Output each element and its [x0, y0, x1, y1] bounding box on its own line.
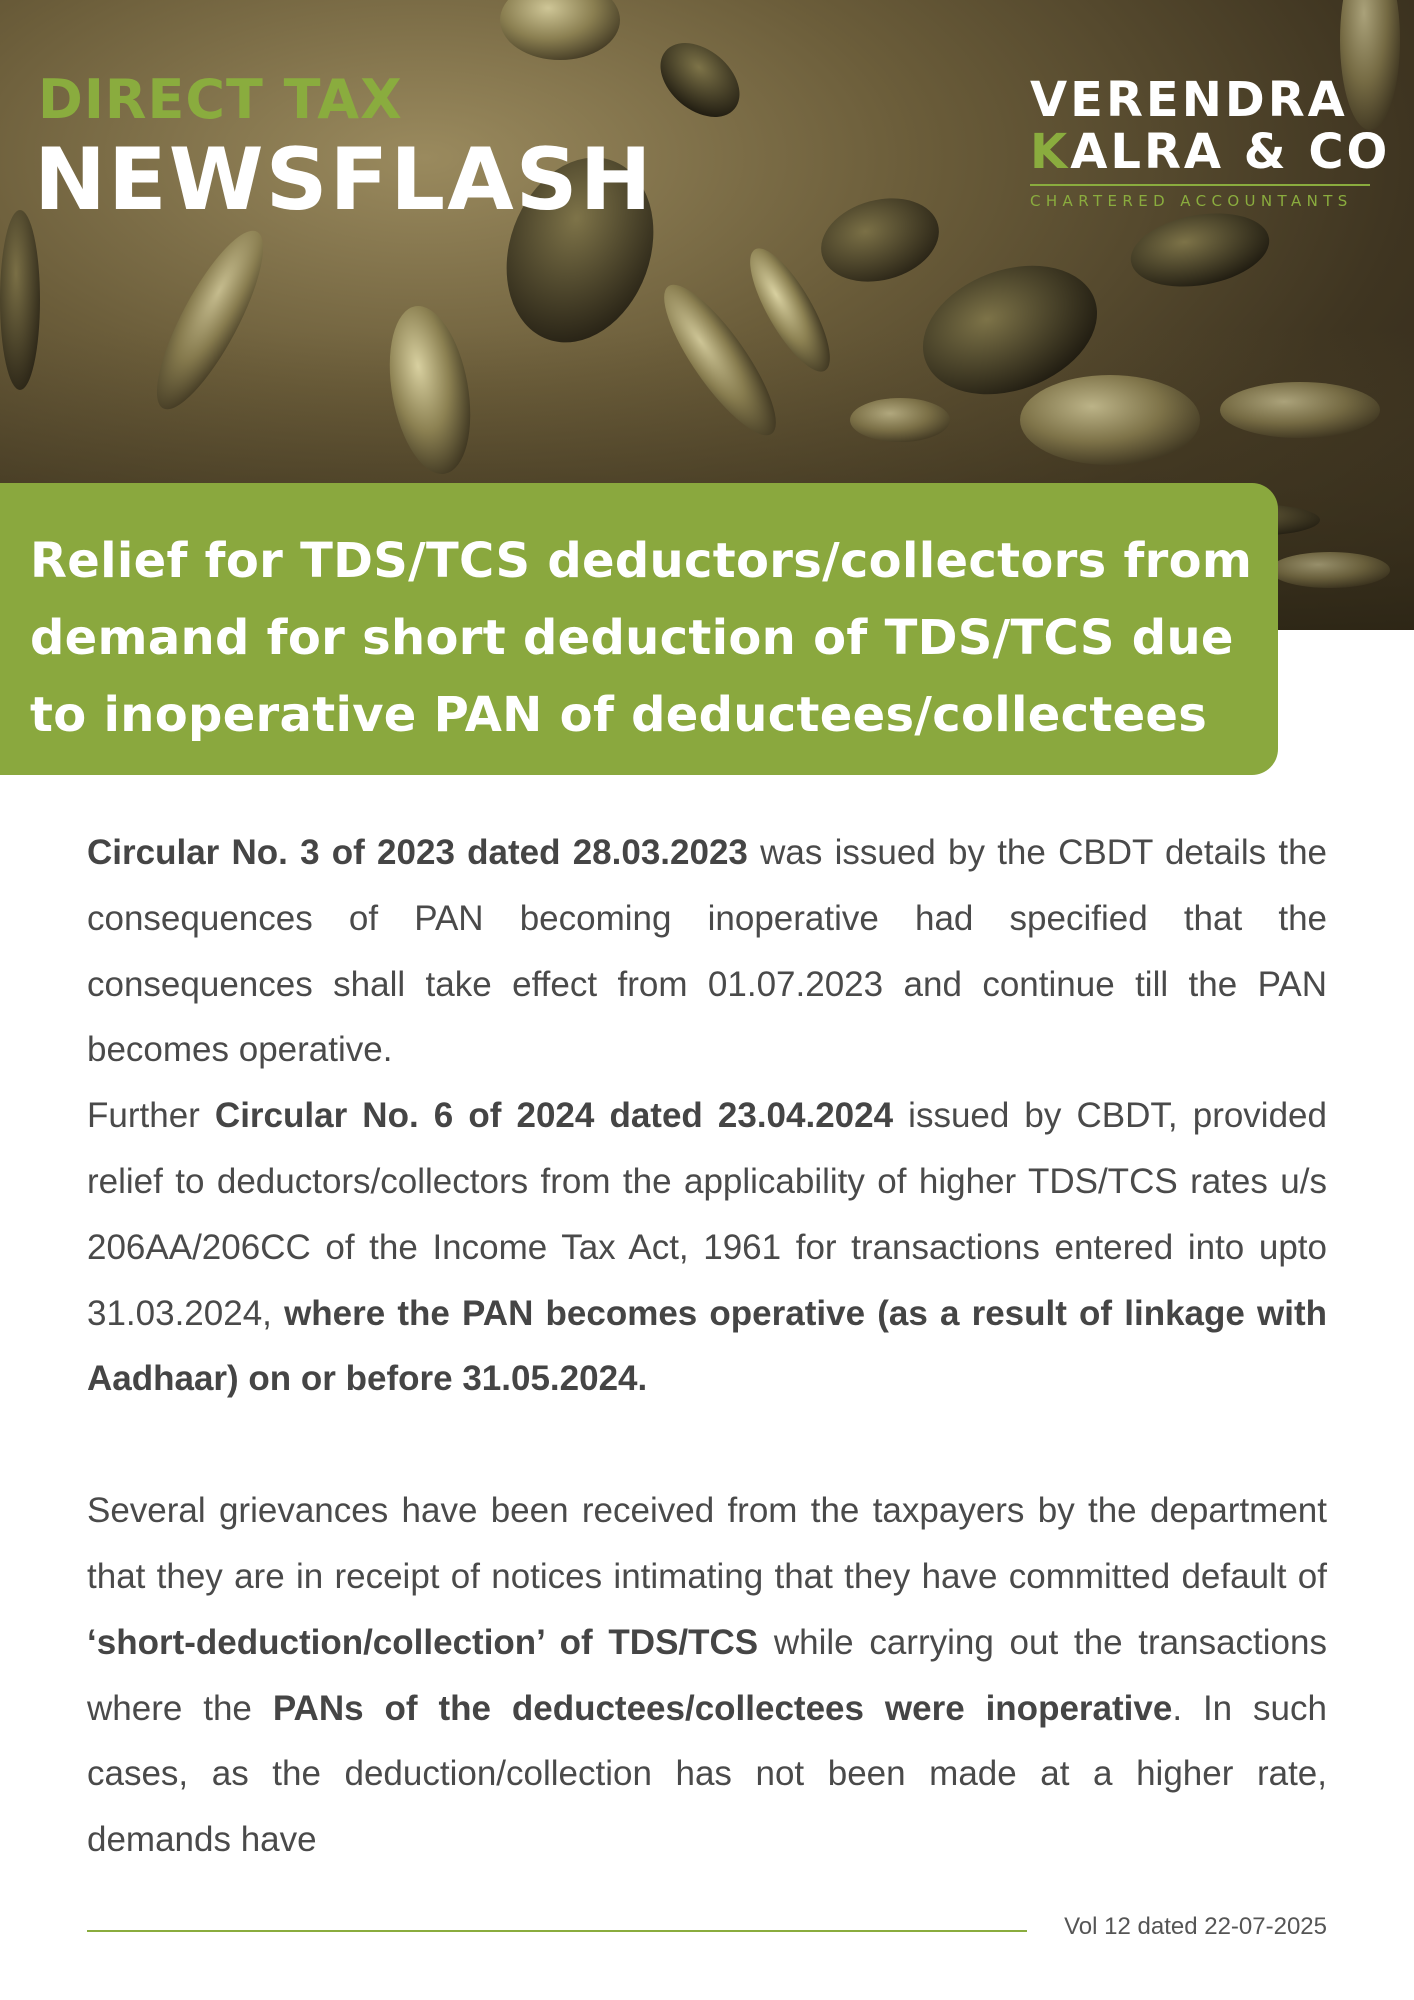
newsletter-title: NEWSFLASH — [34, 130, 654, 230]
article-body — [87, 820, 1327, 1873]
logo-line-2-rest: ALRA & CO — [1070, 124, 1391, 180]
paragraph-spacer — [87, 1412, 1327, 1478]
paragraph-1-bold-1: Circular No. 3 of 2023 dated 28.03.2023 — [87, 833, 748, 872]
paragraph-3 — [87, 1478, 1327, 1873]
paragraph-3-text-1: Several grievances have been received from the taxpayers by the department that they are in receipt of notices intimating that they have committed default of — [87, 1491, 1327, 1596]
paragraph-1-text-1: was issued by the CBDT details the consequences of PAN becoming inoperative had specified that the consequences shall take effect from 01.07.2023 and continue till the PAN becomes operative. — [87, 833, 1327, 1070]
newsletter-eyebrow: DIRECT TAX — [38, 68, 403, 131]
paragraph-3-bold-1: ‘short-deduction/collection’ of TDS/TCS — [87, 1622, 759, 1662]
headline-box — [0, 483, 1278, 775]
logo-tagline: CHARTERED ACCOUNTANTS — [1030, 192, 1353, 210]
logo-line-1: VERENDRA — [1030, 72, 1348, 128]
paragraph-3-bold-2: PANs of the deductees/collectees were inoperative — [272, 1688, 1173, 1728]
paragraph-3-text-3: . In such cases, as the deduction/collection has not been made at a higher rate, demands have — [87, 1688, 1327, 1860]
paragraph-2-text-1: Further — [87, 1096, 215, 1136]
logo-k-mark: K — [1030, 124, 1071, 180]
logo-line-2 — [1030, 124, 1391, 180]
paragraph-2-bold-2: where the PAN becomes operative (as a result of linkage with Aadhaar) on or before 31.05.2024. — [87, 1293, 1327, 1399]
paragraph-3-text-2: while carrying out the transactions where the — [87, 1622, 1327, 1728]
paragraph-2-text-2: issued by CBDT, provided relief to deductors/collectors from the applicability of higher TDS/TCS rates u/s 206AA/206CC of the Income Tax Act, 1961 for transactions entered into upto 31.03.2024, — [87, 1096, 1327, 1333]
footer-divider — [87, 1930, 1027, 1932]
paragraph-1 — [87, 820, 1327, 1083]
paragraph-2 — [87, 1083, 1327, 1412]
firm-logo — [1030, 72, 1391, 210]
logo-divider — [1030, 184, 1370, 186]
paragraph-2-bold-1: Circular No. 6 of 2024 dated 23.04.2024 — [214, 1096, 894, 1136]
article-headline: Relief for TDS/TCS deductors/collectors from demand for short deduction of TDS/TCS due to inoperative PAN of deductees/collectees — [30, 533, 1253, 743]
footer-volume: Vol 12 dated 22-07-2025 — [1064, 1913, 1327, 1940]
